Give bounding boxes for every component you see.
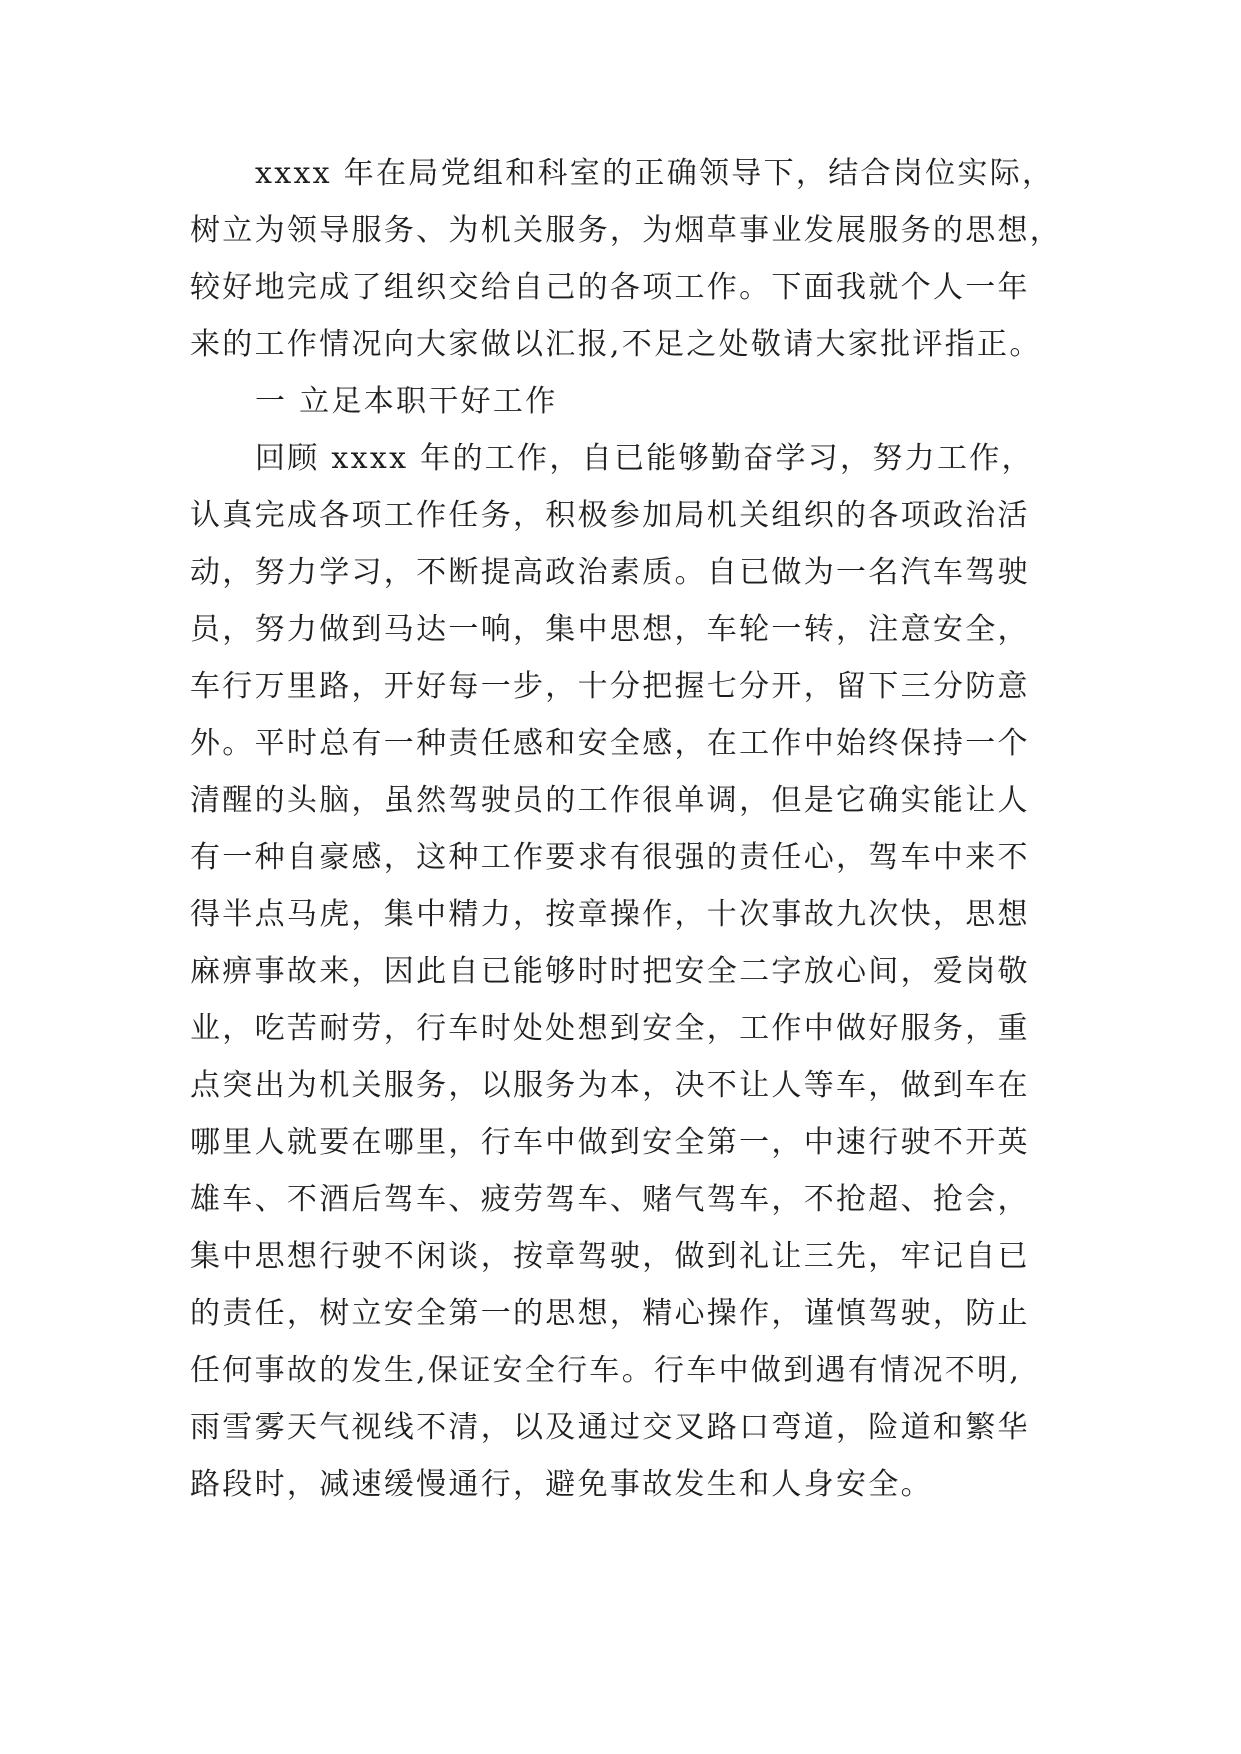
paragraph-2-line-16: 的责任，树立安全第一的思想，精心操作，谨慎驾驶，防止	[190, 1296, 1030, 1331]
paragraph-2-line-11: 业，吃苦耐劳，行车时处处想到安全，工作中做好服务，重	[190, 1011, 1030, 1046]
paragraph-2-line-3: 动，努力学习，不断提高政治素质。自已做为一名汽车驾驶	[190, 555, 1030, 590]
paragraph-2-line-4: 员，努力做到马达一响，集中思想，车轮一转，注意安全，	[190, 612, 1030, 647]
paragraph-2-line-6: 外。平时总有一种责任感和安全感，在工作中始终保持一个	[190, 726, 1030, 761]
paragraph-1-line-1: xxxx 年在局党组和科室的正确领导下，结合岗位实际，	[255, 156, 1055, 191]
paragraph-2-line-17: 任何事故的发生,保证安全行车。行车中做到遇有情况不明,	[190, 1353, 1022, 1388]
paragraph-2-line-14: 雄车、不酒后驾车、疲劳驾车、赌气驾车，不抢超、抢会，	[190, 1182, 1030, 1217]
paragraph-2-line-9: 得半点马虎，集中精力，按章操作，十次事故九次快，思想	[190, 897, 1030, 932]
paragraph-2-line-1: 回顾 xxxx 年的工作，自已能够勤奋学习，努力工作，	[255, 441, 1034, 476]
paragraph-1-line-4: 来的工作情况向大家做以汇报,不足之处敬请大家批评指正。	[190, 327, 1042, 362]
paragraph-1-line-2: 树立为领导服务、为机关服务，为烟草事业发展服务的思想，	[190, 213, 1063, 248]
paragraph-2-line-15: 集中思想行驶不闲谈，按章驾驶，做到礼让三先，牢记自已	[190, 1239, 1030, 1274]
paragraph-2-line-2: 认真完成各项工作任务，积极参加局机关组织的各项政治活	[190, 498, 1030, 533]
paragraph-2-line-19: 路段时，减速缓慢通行，避免事故发生和人身安全。	[190, 1467, 933, 1502]
paragraph-2-line-13: 哪里人就要在哪里，行车中做到安全第一，中速行驶不开英	[190, 1125, 1030, 1160]
paragraph-2-line-18: 雨雪雾天气视线不清，以及通过交叉路口弯道，险道和繁华	[190, 1410, 1030, 1445]
paragraph-2-line-5: 车行万里路，开好每一步，十分把握七分开，留下三分防意	[190, 669, 1030, 704]
paragraph-2-line-8: 有一种自豪感，这种工作要求有很强的责任心，驾车中来不	[190, 840, 1030, 875]
paragraph-2-line-7: 清醒的头脑，虽然驾驶员的工作很单调，但是它确实能让人	[190, 783, 1030, 818]
paragraph-2-line-10: 麻痹事故来，因此自已能够时时把安全二字放心间，爱岗敬	[190, 954, 1030, 989]
section-heading: 一 立足本职干好工作	[255, 384, 558, 419]
paragraph-2-line-12: 点突出为机关服务，以服务为本，决不让人等车，做到车在	[190, 1068, 1030, 1103]
paragraph-1-line-3: 较好地完成了组织交给自己的各项工作。下面我就个人一年	[190, 270, 1030, 305]
